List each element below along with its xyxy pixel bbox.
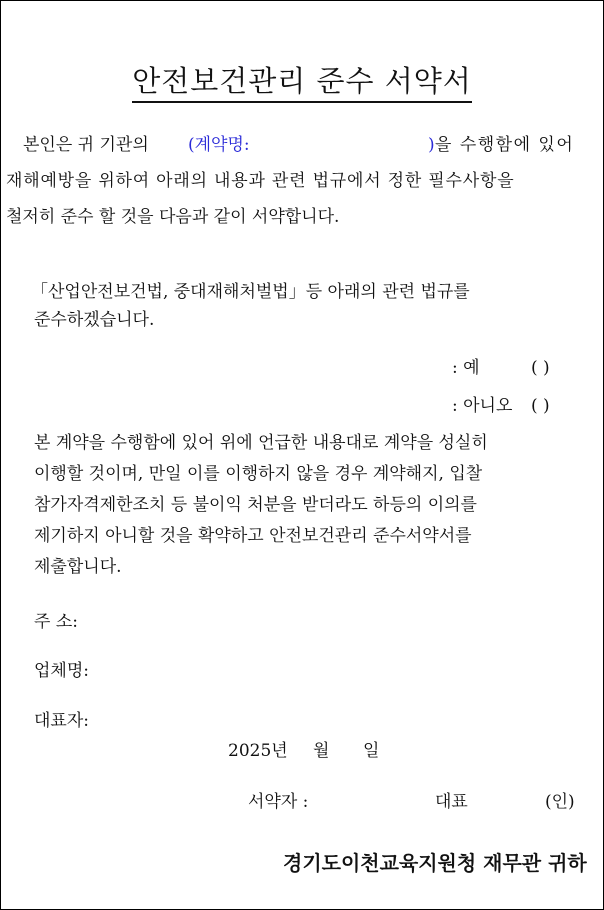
pledge-line-5: 제출합니다.	[34, 557, 122, 577]
document-title: 안전보건관리 준수 서약서	[1, 59, 603, 100]
address-label: 주 소:	[34, 612, 78, 632]
contract-name-close: )	[428, 135, 435, 155]
pledge-line-2: 이행할 것이며, 만일 이를 이행하지 않을 경우 계약해지, 입찰	[34, 464, 483, 484]
pledge-line-1: 본 계약을 수행함에 있어 위에 언급한 내용대로 계약을 성실히	[34, 433, 488, 453]
company-label: 업체명:	[34, 661, 89, 681]
date-month: 월	[313, 741, 330, 761]
contract-name-label: (계약명:	[188, 135, 250, 155]
signer-rep-label: 대표	[435, 792, 468, 812]
intro-line-1-prefix: 본인은 귀 기관의	[23, 135, 149, 155]
date-year: 2025년	[228, 741, 288, 761]
representative-label: 대표자:	[34, 711, 89, 731]
seal-mark: (인)	[545, 792, 575, 812]
intro-line-1-suffix: 을 수행함에 있어	[435, 135, 575, 155]
intro-line-2: 재해예방을 위하여 아래의 내용과 관련 법규에서 정한 필수사항을	[6, 171, 515, 191]
intro-line-3: 철저히 준수 할 것을 다음과 같이 서약합니다.	[6, 207, 340, 227]
pledge-line-3: 참가자격제한조치 등 불이익 처분을 받더라도 하등의 이의를	[34, 495, 477, 515]
addressee: 경기도이천교육지원청 재무관 귀하	[283, 851, 587, 875]
option-no-label: : 아니오	[452, 396, 513, 416]
option-yes-label: : 예	[452, 358, 480, 378]
option-no-checkbox[interactable]: ( )	[531, 396, 550, 416]
date-day: 일	[363, 741, 380, 761]
laws-line-1: 「산업안전보건법, 중대재해처벌법」등 아래의 관련 법규를	[31, 282, 470, 302]
pledge-line-4: 제기하지 아니할 것을 확약하고 안전보건관리 준수서약서를	[34, 526, 472, 546]
option-yes-checkbox[interactable]: ( )	[531, 358, 550, 378]
laws-line-2: 준수하겠습니다.	[34, 310, 155, 330]
signer-label: 서약자 :	[248, 792, 309, 812]
